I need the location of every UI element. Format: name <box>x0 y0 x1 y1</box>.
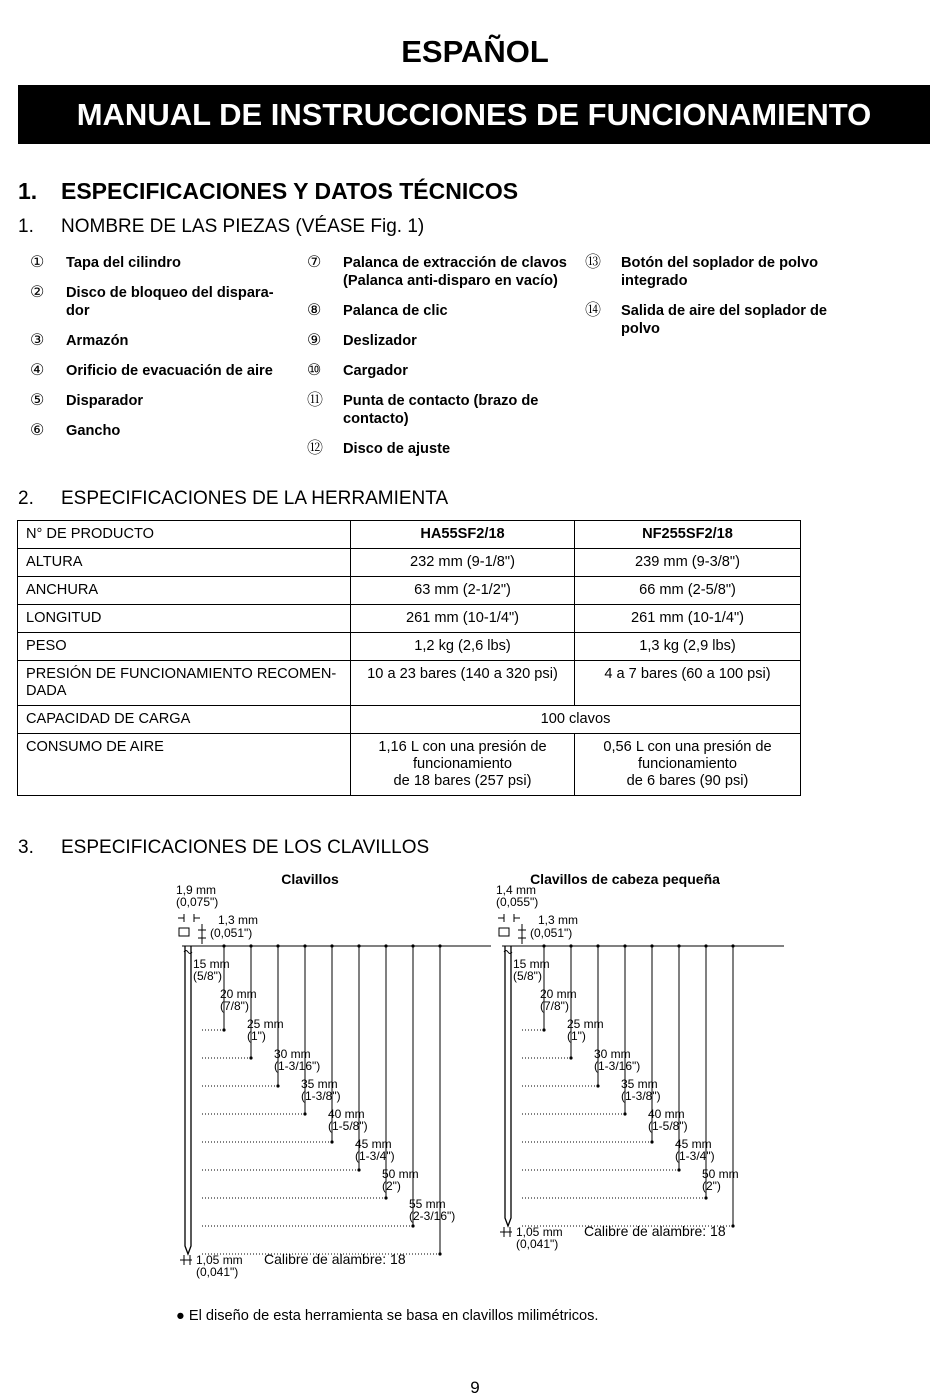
length-label: (1") <box>247 1029 266 1043</box>
length-dimension-point <box>650 1140 653 1143</box>
value-line: de 18 bares (257 psi) <box>393 773 532 789</box>
length-label: (7/8") <box>220 999 249 1013</box>
subsection-heading-parts <box>18 216 424 238</box>
head-width-dimension <box>178 914 200 922</box>
table-row <box>18 549 801 577</box>
subsection-number: 1. <box>18 216 34 237</box>
part-number: ④ <box>30 362 45 379</box>
wire-gauge-label: Calibre de alambre: 18 <box>264 1251 406 1267</box>
subsection-number: 2. <box>18 488 34 509</box>
nail-diagram-svg <box>160 866 800 1306</box>
part-number: ⑫ <box>307 440 324 457</box>
length-label: 30 mm <box>594 1047 631 1061</box>
length-dimension-top <box>596 944 599 947</box>
length-dimension-top <box>303 944 306 947</box>
row-value: 261 mm (10-1/4") <box>575 605 801 633</box>
length-dimension-point <box>303 1112 306 1115</box>
shank-width-label: 1,3 mm <box>538 913 579 927</box>
row-value: 4 a 7 bares (60 a 100 psi) <box>575 661 801 706</box>
head-width-label: 1,9 mm <box>176 883 217 897</box>
row-value: 232 mm (9-1/8") <box>351 549 575 577</box>
row-value: 10 a 23 bares (140 a 320 psi) <box>351 661 575 706</box>
nail-type-title: Clavillos <box>281 871 339 887</box>
part-item <box>585 254 845 290</box>
table-row <box>18 605 801 633</box>
length-label: (5/8") <box>513 969 542 983</box>
length-dimension-point <box>623 1112 626 1115</box>
length-label: 40 mm <box>648 1107 685 1121</box>
part-label: Botón del soplador de polvo integrado <box>621 255 819 289</box>
point-width-dimension <box>500 1227 512 1237</box>
value-line: 1,16 L con una presión de <box>378 739 547 755</box>
part-label: Punta de contacto (brazo de contacto) <box>343 393 539 427</box>
length-label: 45 mm <box>355 1137 392 1151</box>
shank-width-label: 1,3 mm <box>218 913 259 927</box>
length-dimension-top <box>276 944 279 947</box>
parts-column-1 <box>30 254 290 452</box>
table-row <box>18 706 801 734</box>
part-number: ⑨ <box>307 332 322 349</box>
part-number: ⑪ <box>307 392 324 409</box>
row-label: CAPACIDAD DE CARGA <box>18 706 351 734</box>
part-number: ⑧ <box>307 302 322 319</box>
part-item <box>307 440 567 458</box>
length-dimension-top <box>569 944 572 947</box>
part-number: ⑩ <box>307 362 322 379</box>
section-number: 1. <box>18 178 38 204</box>
length-label: (1") <box>567 1029 586 1043</box>
length-label: (1-5/8") <box>328 1119 368 1133</box>
row-label: PRESIÓN DE FUNCIONAMIENTO RECOMEN-DADA <box>18 661 351 706</box>
length-dimension-point <box>249 1056 252 1059</box>
nail-outline <box>505 946 511 1226</box>
parts-list <box>30 254 930 464</box>
language-heading: ESPAÑOL <box>401 34 549 69</box>
part-number: ⑬ <box>585 254 602 271</box>
length-label: (1-5/8") <box>648 1119 688 1133</box>
head-width-dimension <box>498 914 520 922</box>
length-label: 20 mm <box>540 987 577 1001</box>
length-dimension-point <box>357 1168 360 1171</box>
row-value: 100 clavos <box>351 706 801 734</box>
length-dimension-top <box>677 944 680 947</box>
table-row <box>18 633 801 661</box>
manual-title-banner <box>18 85 930 144</box>
part-item <box>30 392 290 410</box>
row-label: CONSUMO DE AIRE <box>18 734 351 796</box>
header-cell: HA55SF2/18 <box>351 521 575 549</box>
length-dimension-top <box>704 944 707 947</box>
part-item <box>30 284 290 320</box>
head-width-label: (0,055") <box>496 895 539 909</box>
head-width-label: (0,075") <box>176 895 219 909</box>
page-number: 9 <box>470 1378 480 1397</box>
nail-spec-diagram <box>160 866 800 1306</box>
length-label: (1-3/4") <box>675 1149 715 1163</box>
length-dimension-top <box>542 944 545 947</box>
length-dimension-point <box>438 1252 441 1255</box>
header-cell: N° DE PRODUCTO <box>18 521 351 549</box>
part-label: Disco de ajuste <box>343 441 451 457</box>
row-value: 1,2 kg (2,6 lbs) <box>351 633 575 661</box>
part-item <box>307 392 567 428</box>
row-value <box>351 734 575 796</box>
part-label: Deslizador <box>343 333 417 349</box>
length-label: (1-3/8") <box>621 1089 661 1103</box>
point-width-dimension <box>180 1255 192 1265</box>
length-dimension-point <box>276 1084 279 1087</box>
length-dimension-top <box>438 944 441 947</box>
row-label: ALTURA <box>18 549 351 577</box>
point-width-label: 1,05 mm <box>516 1225 563 1239</box>
subsection-title: NOMBRE DE LAS PIEZAS (VÉASE Fig. 1) <box>61 216 425 237</box>
length-label: 15 mm <box>513 957 550 971</box>
length-dimension-point <box>542 1028 545 1031</box>
row-value: 239 mm (9-3/8") <box>575 549 801 577</box>
length-label: (1-3/4") <box>355 1149 395 1163</box>
length-label: 35 mm <box>301 1077 338 1091</box>
subsection-heading-tool-specs <box>18 488 448 510</box>
value-line: 0,56 L con una presión de <box>603 739 772 755</box>
length-dimension-top <box>731 944 734 947</box>
length-dimension-point <box>411 1224 414 1227</box>
part-item <box>30 332 290 350</box>
nail-head-icon <box>179 928 189 936</box>
length-dimension-top <box>249 944 252 947</box>
header-cell: NF255SF2/18 <box>575 521 801 549</box>
section-heading <box>18 178 518 205</box>
length-dimension-top <box>330 944 333 947</box>
length-label: 30 mm <box>274 1047 311 1061</box>
length-dimension-top <box>222 944 225 947</box>
length-label: (2") <box>702 1179 721 1193</box>
wire-gauge-label: Calibre de alambre: 18 <box>584 1223 726 1239</box>
subsection-heading-nail-specs <box>18 837 429 859</box>
part-item <box>307 362 567 380</box>
part-label: Disco de bloqueo del dispara-dor <box>66 285 274 319</box>
part-item <box>30 254 290 272</box>
length-dimension-point <box>384 1196 387 1199</box>
part-label: Gancho <box>66 423 121 439</box>
shank-width-dimension <box>198 924 206 944</box>
length-dimension-point <box>677 1168 680 1171</box>
footnote: ● El diseño de esta herramienta se basa en clavillos milimétricos. <box>176 1308 599 1324</box>
table-row <box>18 661 801 706</box>
point-width-label: (0,041") <box>196 1265 239 1279</box>
part-number: ① <box>30 254 45 271</box>
part-label: Orificio de evacuación de aire <box>66 363 273 379</box>
length-dimension-point <box>596 1084 599 1087</box>
part-label: Disparador <box>66 393 144 409</box>
length-dimension-top <box>623 944 626 947</box>
length-label: 15 mm <box>193 957 230 971</box>
row-value: 66 mm (2-5/8") <box>575 577 801 605</box>
subsection-number: 3. <box>18 837 34 858</box>
nail-type-title: Clavillos de cabeza pequeña <box>530 871 720 887</box>
length-label: 35 mm <box>621 1077 658 1091</box>
length-label: (2-3/16") <box>409 1209 456 1223</box>
length-label: 25 mm <box>567 1017 604 1031</box>
part-item <box>307 302 567 320</box>
subsection-title: ESPECIFICACIONES DE LA HERRAMIENTA <box>61 488 449 509</box>
length-dimension-point <box>222 1028 225 1031</box>
part-item <box>30 422 290 440</box>
length-dimension-point <box>569 1056 572 1059</box>
length-label: 40 mm <box>328 1107 365 1121</box>
row-value: 63 mm (2-1/2") <box>351 577 575 605</box>
length-label: (2") <box>382 1179 401 1193</box>
length-label: (7/8") <box>540 999 569 1013</box>
length-label: (5/8") <box>193 969 222 983</box>
part-item <box>585 302 845 338</box>
parts-column-2 <box>307 254 567 470</box>
parts-column-3 <box>585 254 845 350</box>
part-label: Palanca de clic <box>343 303 448 319</box>
head-width-label: 1,4 mm <box>496 883 537 897</box>
table-header-row <box>18 521 801 549</box>
length-label: 45 mm <box>675 1137 712 1151</box>
part-label: Tapa del cilindro <box>66 255 181 271</box>
length-dimension-point <box>704 1196 707 1199</box>
part-label: Cargador <box>343 363 408 379</box>
part-number: ② <box>30 284 45 301</box>
part-label: Salida de aire del soplador de polvo <box>621 303 828 337</box>
length-label: (1-3/16") <box>594 1059 641 1073</box>
table-row <box>18 734 801 796</box>
length-dimension-top <box>357 944 360 947</box>
part-item <box>307 332 567 350</box>
length-label: (1-3/16") <box>274 1059 321 1073</box>
length-dimension-point <box>731 1224 734 1227</box>
length-label: 25 mm <box>247 1017 284 1031</box>
part-label: Armazón <box>66 333 129 349</box>
point-width-label: 1,05 mm <box>196 1253 243 1267</box>
row-label: LONGITUD <box>18 605 351 633</box>
part-label: Palanca de extracción de clavos (Palanca anti-disparo en vacío) <box>343 255 567 289</box>
part-number: ⑥ <box>30 422 45 439</box>
length-label: 55 mm <box>409 1197 446 1211</box>
manual-title: MANUAL DE INSTRUCCIONES DE FUNCIONAMIENTO <box>76 96 872 132</box>
row-label: PESO <box>18 633 351 661</box>
part-number: ③ <box>30 332 45 349</box>
subsection-title: ESPECIFICACIONES DE LOS CLAVILLOS <box>61 837 430 858</box>
length-dimension-top <box>411 944 414 947</box>
part-number: ⑭ <box>585 302 602 319</box>
row-label: ANCHURA <box>18 577 351 605</box>
length-label: 50 mm <box>382 1167 419 1181</box>
shank-width-label: (0,051") <box>530 926 573 940</box>
row-value: 261 mm (10-1/4") <box>351 605 575 633</box>
part-item <box>307 254 567 290</box>
row-value <box>575 734 801 796</box>
part-number: ⑦ <box>307 254 322 271</box>
point-width-label: (0,041") <box>516 1237 559 1251</box>
nail-head-icon <box>499 928 509 936</box>
length-dimension-top <box>384 944 387 947</box>
value-line: funcionamiento <box>638 756 737 772</box>
part-number: ⑤ <box>30 392 45 409</box>
table-row <box>18 577 801 605</box>
length-label: 20 mm <box>220 987 257 1001</box>
section-title: ESPECIFICACIONES Y DATOS TÉCNICOS <box>61 178 519 204</box>
nail-outline <box>185 946 191 1254</box>
shank-width-dimension <box>518 924 526 944</box>
part-item <box>30 362 290 380</box>
length-dimension-top <box>650 944 653 947</box>
row-value: 1,3 kg (2,9 lbs) <box>575 633 801 661</box>
value-line: funcionamiento <box>413 756 512 772</box>
length-label: (1-3/8") <box>301 1089 341 1103</box>
value-line: de 6 bares (90 psi) <box>626 773 749 789</box>
length-label: 50 mm <box>702 1167 739 1181</box>
shank-width-label: (0,051") <box>210 926 253 940</box>
tool-spec-table <box>17 520 801 796</box>
length-dimension-point <box>330 1140 333 1143</box>
